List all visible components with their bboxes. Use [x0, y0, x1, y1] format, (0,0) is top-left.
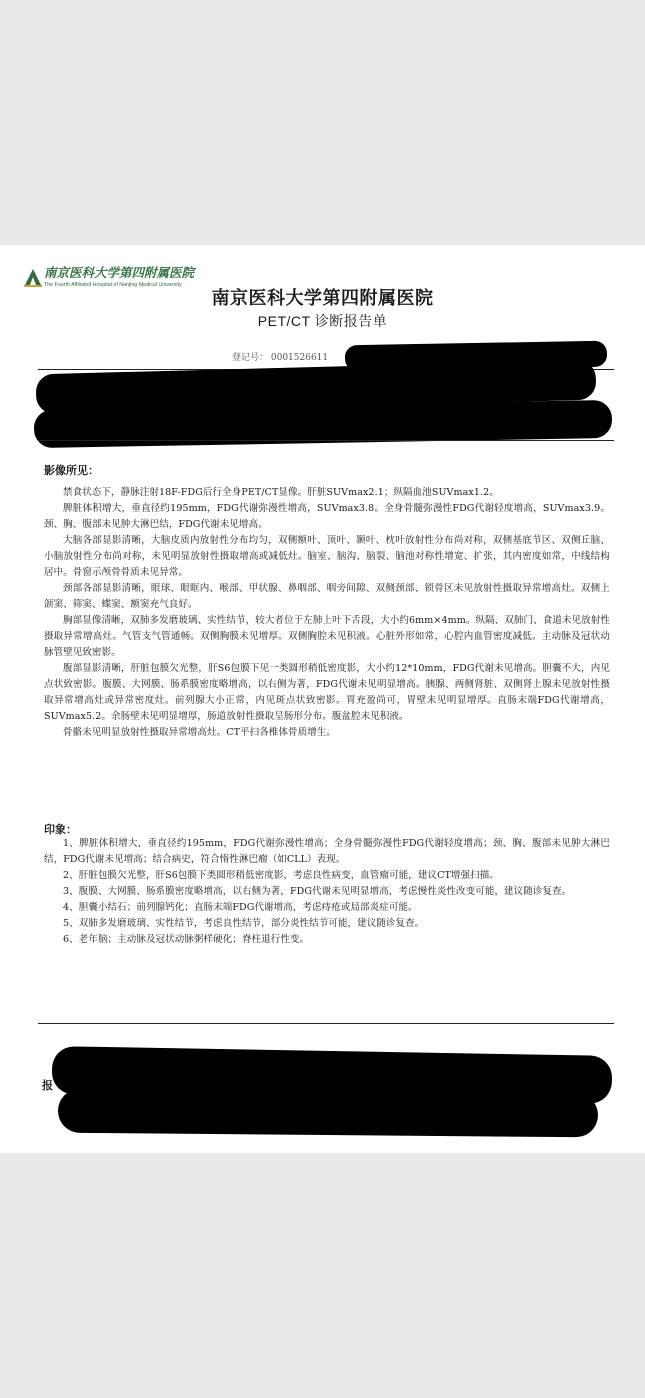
- findings-paragraph: 颈部各部显影清晰，眼球、眼眶内、喉部、甲状腺、鼻咽部、咽旁间隙、双侧颈部、锁骨区未见放射性摄取异常增高灶。双侧上颌窦、筛窦、蝶窦、额窦充气良好。: [44, 583, 610, 610]
- impression-item: 6、老年脑；主动脉及冠状动脉粥样硬化；脊柱退行性变。: [63, 934, 310, 945]
- footer-label: 报: [42, 1079, 53, 1092]
- impression-item: 2、肝脏包膜欠光整，肝S6包膜下类圆形稍低密度影，考虑良性病变，血管瘤可能，建议CT增强扫描。: [63, 870, 499, 881]
- findings-paragraph: 大脑各部显影清晰，大脑皮质内放射性分布均匀，双侧额叶、顶叶、颞叶、枕叶放射性分布尚对称，双侧基底节区、双侧丘脑、小脑放射性分布尚对称，未见明显放射性摄取增高或减低灶。脑室、脑沟、脑裂、脑池对称性增宽、扩张，其内密度如常，中线结构居中。骨窗示颅骨骨质未见异常。: [44, 535, 610, 578]
- report-page: [0, 245, 645, 1153]
- report-title: PET/CT 诊断报告单: [257, 313, 388, 329]
- findings-body: [44, 485, 610, 741]
- logo-chinese-name: 南京医科大学第四附属医院: [44, 265, 195, 280]
- findings-paragraph: 骨骼未见明显放射性摄取异常增高灶。CT平扫各椎体骨质增生。: [63, 727, 337, 738]
- impression-item: 1、脾脏体积增大，垂直径约195mm，FDG代谢弥漫性增高；全身骨髓弥漫性FDG代谢轻度增高；颈、胸、腹部未见肿大淋巴结，FDG代谢未见增高；结合病史，符合惰性淋巴瘤（如CLL）表现。: [44, 838, 610, 865]
- header-divider-bottom: [38, 440, 614, 441]
- findings-paragraph: 禁食状态下，静脉注射18F-FDG后行全身PET/CT显像。肝脏SUVmax2.1；纵隔血池SUVmax1.2。: [63, 487, 499, 498]
- findings-heading: 影像所见：: [44, 464, 99, 477]
- findings-paragraph: 腹部显影清晰，肝脏包膜欠光整，肝S6包膜下见一类圆形稍低密度影，大小约12*10mm，FDG代谢未见增高。胆囊不大，内见点状致密影。腹膜、大网膜、肠系膜密度略增高，以右侧为著，FDG代谢未见明显增高。胰腺、两侧肾脏、双侧肾上腺未见放射性摄取异常增高灶或异常密度灶。前列腺大小正常，内见斑点状致密影。胃充盈尚可，胃壁未见明显增厚。直肠末端FDG代谢增高，SUVmax5.2。余肠壁未见明显增厚，肠道放射性摄取呈肠形分布。腹盆腔未见积液。: [44, 663, 610, 722]
- impression-heading: 印象：: [44, 823, 77, 836]
- impression-item: 4、胆囊小结石；前列腺钙化；直肠末端FDG代谢增高，考虑痔疮或局部炎症可能。: [63, 902, 418, 913]
- impression-item: 5、双肺多发磨玻璃、实性结节，考虑良性结节，部分炎性结节可能，建议随诊复查。: [63, 918, 425, 929]
- findings-paragraph: 脾脏体积增大，垂直径约195mm，FDG代谢弥漫性增高，SUVmax3.8。全身骨髓弥漫性FDG代谢轻度增高，SUVmax3.9。颈、胸、腹部未见肿大淋巴结，FDG代谢未见增高。: [44, 503, 610, 530]
- registration-number: 登记号： 0001526611: [232, 353, 329, 363]
- impression-body: [44, 836, 610, 948]
- hospital-name: 南京医科大学第四附属医院: [211, 288, 434, 309]
- impression-item: 3、腹膜、大网膜、肠系膜密度略增高，以右侧为著，FDG代谢未见明显增高，考虑慢性炎性改变可能，建议随诊复查。: [63, 886, 572, 897]
- findings-paragraph: 胸部显像清晰，双肺多发磨玻璃、实性结节，较大者位于左肺上叶下舌段，大小约6mm×4mm。纵隔、双肺门、食道未见放射性摄取异常增高灶。气管支气管通畅。双侧胸膜未见增厚。双侧胸腔未见积液。心脏外形如常，心腔内血管密度减低。主动脉及冠状动脉管壁见致密影。: [44, 615, 610, 658]
- logo-english-name: The Fourth Affiliated Hospital of Nanjing Medical University: [44, 282, 182, 288]
- redaction-mark: [58, 1089, 598, 1138]
- footer-divider: [38, 1023, 614, 1024]
